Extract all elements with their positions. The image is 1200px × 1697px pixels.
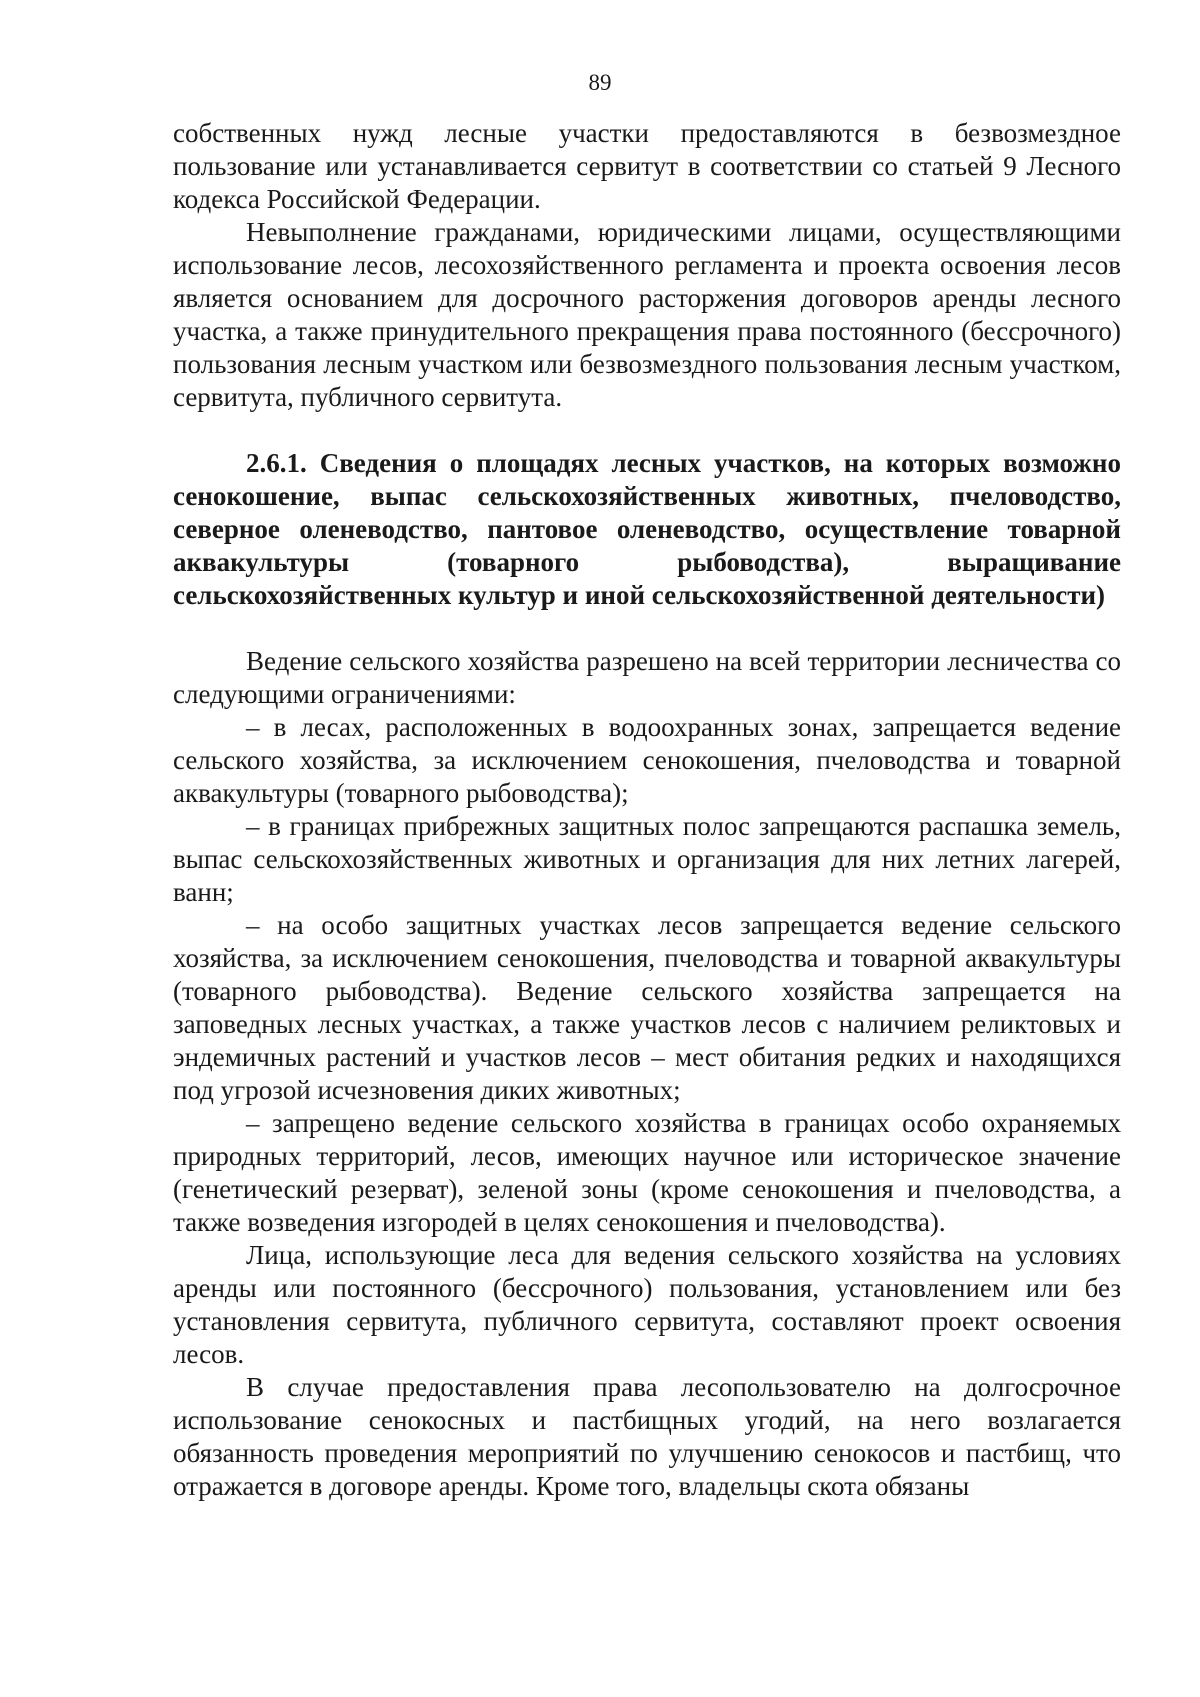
paragraph-long-term-use: В случае предоставления права лесопользователю на долгосрочное использование сенокосных и пастбищных угодий, на него возлагается обязанность проведения мероприятий по улучшению сенокосов и пастбищ, что отражается в договоре аренды. Кроме того, владельцы скота обязаны: [173, 1372, 1121, 1501]
page-number: 89: [588, 70, 612, 95]
list-item-restriction-protected-territories: – запрещено ведение сельского хозяйства в границах особо охраняемых природных территорий, лесов, имеющих научное или историческое значение (генетический резерват), зеленой зоны (кроме сенокошения и пчеловодства, а также возведения изгородей в целях сенокошения и пчеловодства).: [173, 1108, 1121, 1237]
list-item-restriction-coastal-strips: – в границах прибрежных защитных полос запрещаются распашка земель, выпас сельскохозяйственных животных и организация для них летних лагерей, ванн;: [173, 811, 1121, 907]
list-item-restriction-water-zones: – в лесах, расположенных в водоохранных зонах, запрещается ведение сельского хозяйства, за исключением сенокошения, пчеловодства и товарной аквакультуры (товарного рыбоводства);: [173, 712, 1121, 808]
paragraph-agriculture-allowed: Ведение сельского хозяйства разрешено на всей территории лесничества со следующими ограничениями:: [173, 646, 1121, 709]
list-item-restriction-protective-areas: – на особо защитных участках лесов запрещается ведение сельского хозяйства, за исключением сенокошения, пчеловодства и товарной аквакультуры (товарного рыбоводства). Ведение сельского хозяйства запрещается на заповедных лесных участках, а также участков лесов с наличием реликтовых и эндемичных растений и участков лесов – мест обитания редких и находящихся под угрозой исчезновения диких животных;: [173, 910, 1121, 1105]
paragraph-development-project: Лица, использующие леса для ведения сельского хозяйства на условиях аренды или постоянного (бессрочного) пользования, установлением или без установления сервитута, публичного сервитута, составляют проект освоения лесов.: [173, 1240, 1121, 1369]
page-content: [173, 117, 1121, 1503]
paragraph-noncompliance: Невыполнение гражданами, юридическими лицами, осуществляющими использование лесов, лесохозяйственного регламента и проекта освоения лесов является основанием для досрочного расторжения договоров аренды лесного участка, а также принудительного прекращения права постоянного (бессрочного) пользования лесным участком или безвозмездного пользования лесным участком, сервитута, публичного сервитута.: [173, 217, 1121, 412]
paragraph-continuation: собственных нужд лесные участки предоставляются в безвозмездное пользование или устанавливается сервитут в соответствии со статьей 9 Лесного кодекса Российской Федерации.: [173, 118, 1121, 214]
section-heading-2-6-1: 2.6.1. Сведения о площадях лесных участков, на которых возможно сенокошение, выпас сельскохозяйственных животных, пчеловодство, северное оленеводство, пантовое оленеводство, осуществление товарной аквакультуры (товарного рыбоводства), выращивание сельскохозяйственных культур и иной сельскохозяйственной деятельности): [173, 448, 1121, 610]
